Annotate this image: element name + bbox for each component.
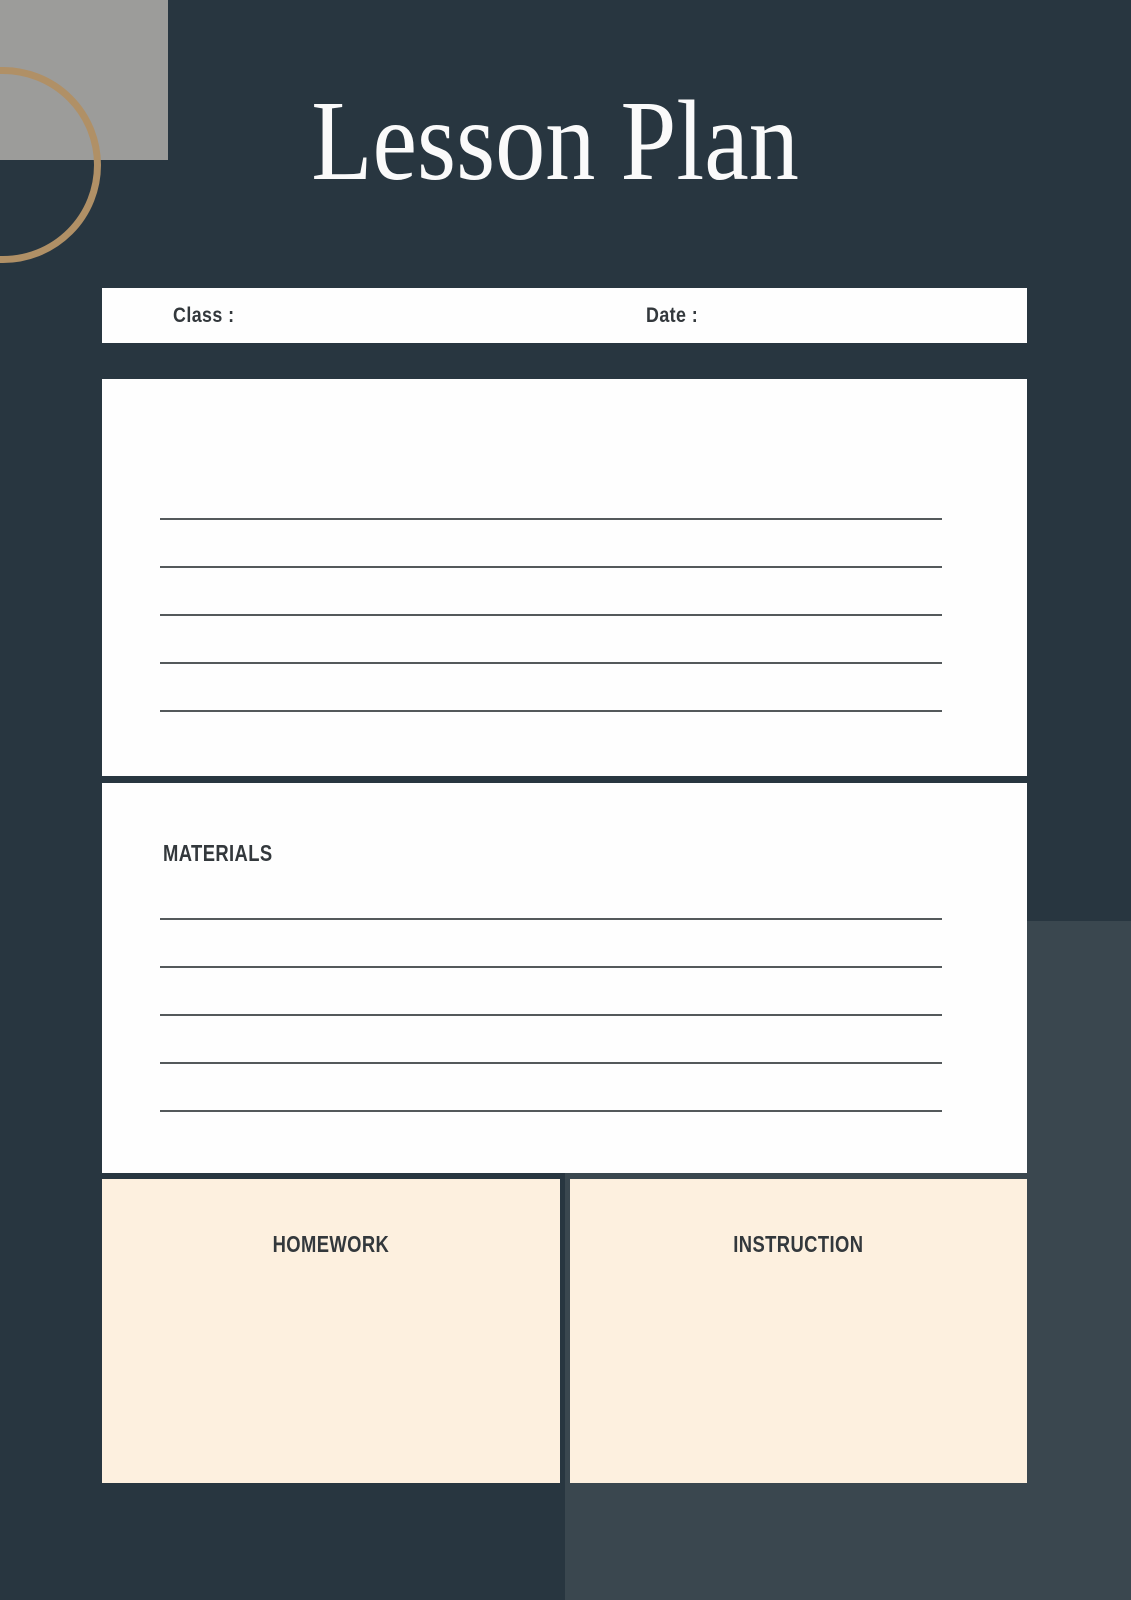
materials-lines	[160, 918, 942, 1158]
writing-line	[160, 966, 942, 968]
writing-line	[160, 566, 942, 568]
date-label: Date :	[646, 303, 699, 327]
materials-heading: MATERIALS	[163, 840, 273, 866]
writing-line	[160, 710, 942, 712]
page-title-container	[0, 77, 1110, 204]
writing-line	[160, 518, 942, 520]
instruction-section	[570, 1179, 1027, 1483]
page-title: Lesson Plan	[311, 77, 799, 204]
homework-heading: HOMEWORK	[272, 1231, 390, 1257]
lesson-objectives-section	[102, 379, 1027, 776]
materials-section	[102, 783, 1027, 1173]
writing-line	[160, 614, 942, 616]
class-date-bar	[102, 288, 1027, 343]
class-label: Class :	[173, 303, 235, 327]
writing-line	[160, 1014, 942, 1016]
writing-line	[160, 1062, 942, 1064]
writing-line	[160, 1110, 942, 1112]
writing-line	[160, 918, 942, 920]
homework-section	[102, 1179, 560, 1483]
instruction-heading: INSTRUCTION	[733, 1231, 864, 1257]
lesson-objectives-lines	[160, 518, 942, 758]
writing-line	[160, 662, 942, 664]
